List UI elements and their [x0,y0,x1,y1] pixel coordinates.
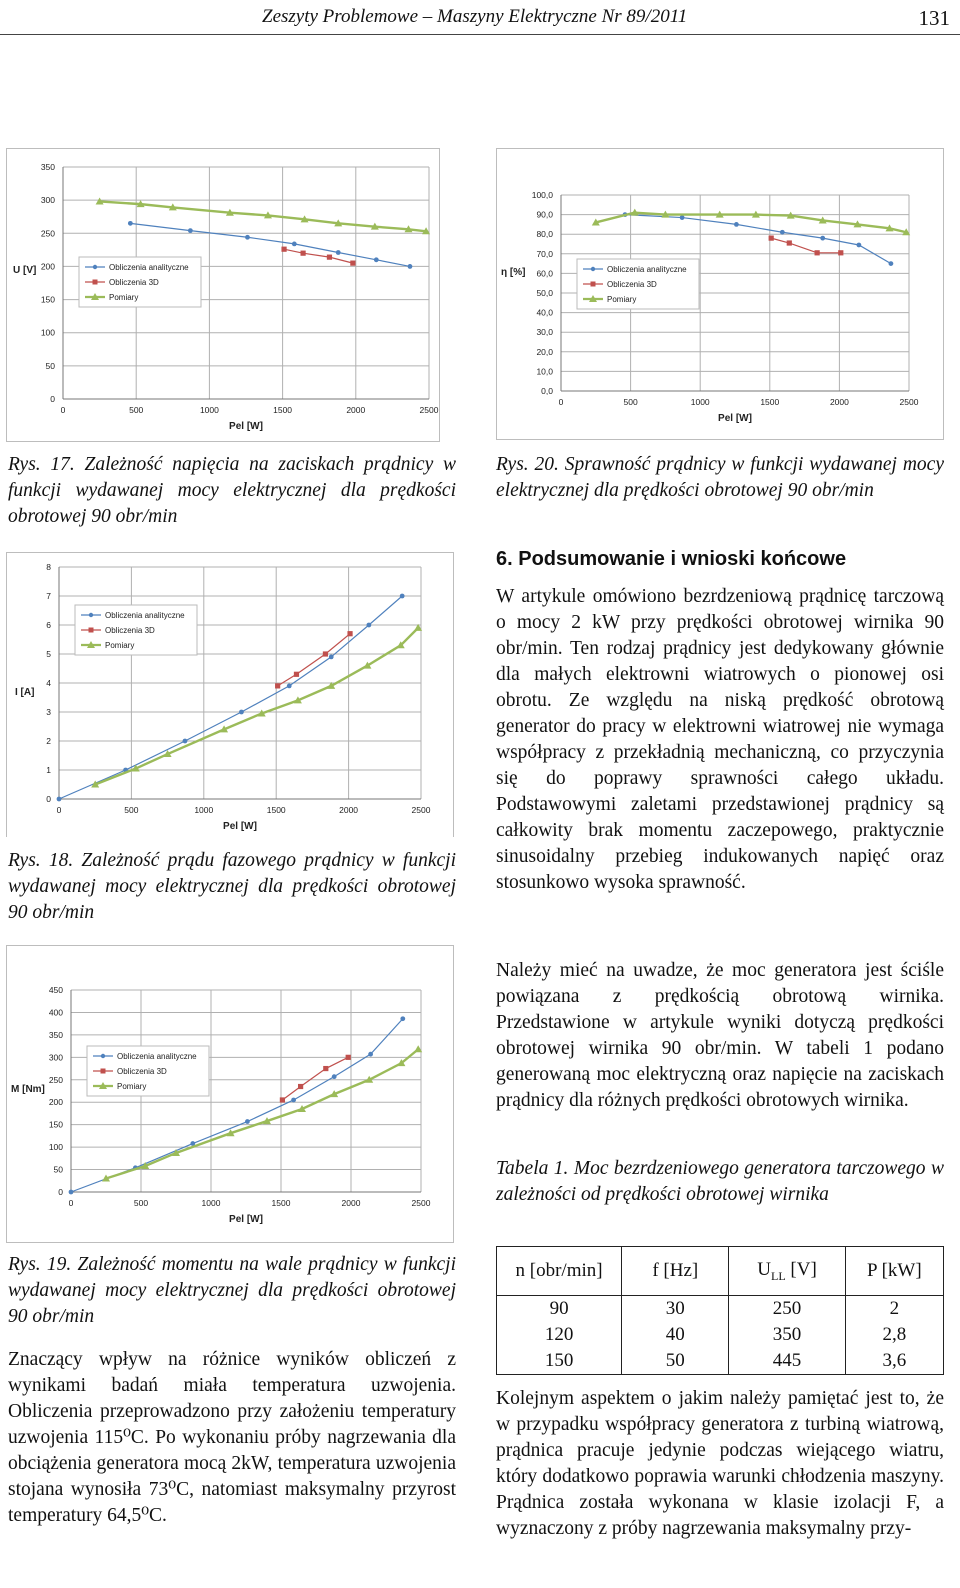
y-tick-label: 200 [48,1097,63,1108]
y-axis-label: I [A] [15,687,35,698]
fig19-svg [7,946,453,1242]
data-point [856,243,861,248]
data-point [57,797,62,802]
y-tick-label: 90,0 [536,209,553,220]
y-tick-label: 60,0 [536,268,553,279]
y-tick-label: 1 [46,765,51,775]
table-header-cell: n [obr/min] [497,1247,622,1296]
y-tick-label: 7 [46,591,51,601]
data-point [368,1052,373,1057]
table-header-cell: P [kW] [845,1247,943,1296]
x-tick-label: 500 [124,805,139,815]
y-tick-label: 250 [48,1074,63,1085]
data-point [245,1119,250,1124]
table-cell: 3,6 [845,1348,943,1375]
y-axis-label: M [Nm] [11,1084,45,1095]
data-point [408,264,413,269]
legend-label: Pomiary [105,641,135,650]
series-line [625,215,891,264]
series-line [71,1019,403,1192]
y-tick-label: 5 [46,649,51,659]
x-axis-label: Pel [W] [223,821,257,832]
legend-label: Obliczenia 3D [109,278,159,287]
table-cell: 250 [729,1296,845,1323]
data-point [350,261,355,266]
y-tick-label: 80,0 [536,229,553,240]
x-tick-label: 1500 [760,397,780,407]
data-point [298,1084,303,1089]
y-axis-label: η [%] [501,267,526,278]
y-tick-label: 8 [46,562,51,572]
data-point [327,255,332,260]
legend-marker [89,628,94,633]
page-header [0,4,960,30]
x-axis-label: Pel [W] [229,421,263,432]
table-1-caption: Tabela 1. Moc bezrdzeniowego generatora tarczowego w zależności od prędkości obrotowej wirnika [496,1158,944,1205]
legend-marker [591,267,595,271]
table-cell: 90 [497,1296,622,1323]
y-tick-label: 400 [48,1007,63,1018]
x-tick-label: 500 [623,397,638,407]
x-tick-label: 0 [60,405,66,415]
table-1 [496,1246,944,1375]
data-point [734,222,739,227]
legend-label: Pomiary [109,293,139,302]
section-title: 6. Podsumowanie i wnioski końcowe [496,548,847,570]
u-unit: [V] [785,1258,817,1280]
legend-label: Obliczenia analityczne [109,263,189,272]
figure-19-caption: Rys. 19. Zależność momentu na wale prądnicy w funkcji wydawanej mocy elektrycznej dla prędkości obrotowej 90 obr/min [8,1254,456,1327]
legend-label: Obliczenia 3D [117,1067,167,1076]
u-symbol: U [757,1258,771,1280]
left-paragraph: Znaczący wpływ na różnice wyników obliczeń z wynikami badań miała temperatura uzwojenia. Obliczenia przeprowadzono przy założeniu temperatury uzwojenia 115⁰C. Po wykonaniu próby nagrzewania dla obciążenia generatora mocą 2kW, temperatura uzwojenia stojana wynosiła 73⁰C, natomiast maksymalny przyrost temperatury 64,5⁰C. [8,1349,456,1526]
data-point [400,594,405,599]
data-point [780,230,785,235]
x-tick-label: 2500 [419,405,439,415]
data-point [346,1055,351,1060]
data-point [329,655,334,660]
table-cell: 150 [497,1348,622,1375]
y-tick-label: 10,0 [536,366,553,377]
series-line [278,634,350,686]
x-tick-label: 1000 [199,405,219,415]
legend-marker [101,1069,106,1074]
table-header-row [497,1247,944,1296]
legend-label: Pomiary [607,295,637,304]
data-point [323,651,328,656]
y-tick-label: 40,0 [536,307,553,318]
figure-18-caption: Rys. 18. Zależność prądu fazowego prądnicy w funkcji wydawanej mocy elektrycznej dla prędkości obrotowej 90 obr/min [8,850,456,923]
y-tick-label: 3 [46,707,51,717]
data-point [889,261,894,266]
table-row [497,1296,944,1323]
data-point [300,251,305,256]
table-cell: 2,8 [845,1322,943,1348]
x-axis-label: Pel [W] [718,413,752,424]
data-point [787,240,792,245]
x-tick-label: 0 [558,397,564,407]
x-tick-label: 1500 [266,805,286,815]
data-point [291,1098,296,1103]
legend-marker [89,613,93,617]
x-tick-label: 1000 [194,805,214,815]
x-axis-label: Pel [W] [229,1214,263,1225]
x-tick-label: 2000 [341,1198,361,1208]
data-point [245,235,250,240]
y-tick-label: 200 [40,261,55,272]
data-point [820,236,825,241]
data-point [366,623,371,628]
data-point [280,1097,285,1102]
legend-marker [93,265,97,269]
x-tick-label: 0 [68,1198,74,1208]
y-axis-label: U [V] [13,265,37,276]
legend-label: Pomiary [117,1082,147,1091]
y-tick-label: 0,0 [541,386,553,396]
y-tick-label: 300 [40,195,55,206]
data-point [292,241,297,246]
figure-20-chart [496,148,944,440]
x-tick-label: 2000 [346,405,366,415]
y-tick-label: 150 [48,1119,63,1130]
data-point [374,257,379,262]
fig17-svg [7,149,439,441]
x-tick-label: 0 [56,805,62,815]
data-point [680,215,685,220]
x-tick-label: 1500 [273,405,293,415]
data-point [69,1190,74,1195]
x-tick-label: 500 [133,1198,149,1208]
series-line [771,238,841,253]
data-point [128,221,133,226]
data-point [294,672,299,677]
data-point [287,684,292,689]
table-cell: 30 [622,1296,729,1323]
y-tick-label: 350 [48,1029,63,1040]
figure-18-chart [6,552,454,837]
y-tick-label: 2 [46,736,51,746]
data-point [323,1066,328,1071]
x-tick-label: 500 [129,405,144,415]
legend-label: Obliczenia 3D [105,626,155,635]
table-cell: 350 [729,1322,845,1348]
table-row [497,1322,944,1348]
legend-label: Obliczenia analityczne [607,265,687,274]
y-tick-label: 450 [48,985,63,995]
y-tick-label: 350 [40,162,55,172]
x-tick-label: 1500 [271,1198,291,1208]
table-header-cell [729,1247,845,1296]
x-tick-label: 1000 [690,397,710,407]
y-tick-label: 50 [53,1164,63,1175]
table-cell: 120 [497,1322,622,1348]
x-tick-label: 1000 [201,1198,221,1208]
figure-17-caption: Rys. 17. Zależność napięcia na zaciskach prądnicy w funkcji wydawanej mocy elektrycznej dla prędkości obrotowej 90 obr/min [8,454,456,527]
data-point [769,236,774,241]
data-point [336,250,341,255]
y-tick-label: 300 [48,1052,63,1063]
right-paragraph-3: Kolejnym aspektem o jakim należy pamiętać jest to, że w przypadku współpracy generatora z turbiną wiatrową, prądnica pracuje jedynie podczas wiejącego wiatru, który dodatkowo poprawia warunki chłodzenia maszyny. Prądnica została wykonana w klasie izolacji F, a wyznaczony z próby nagrzewania maksymalny przy- [496,1388,944,1539]
figure-19-chart [6,945,454,1243]
page-number: 131 [918,6,950,30]
legend-label: Obliczenia analityczne [117,1052,197,1061]
right-paragraph-1: W artykule omówiono bezrdzeniową prądnicę tarczową o mocy 2 kW przy prędkości obrotowej wirnika 90 obr/min. Ten rodzaj prądnicy jest dedykowany głównie dla małych elektrowni wiatrowych o pionowej osi obrotu. Ze względu na niską prędkość obrotową generator do pracy w elektrowni wiatrowej nie wymaga współpracy z przekładnią mechaniczną, co przyczynia się do poprawy sprawności całego układu. Podstawowymi zaletami przedstawionej prądnicy są całkowity brak momentu zaczepowego, praktycznie sinusoidalny przebieg indukowanych napięć oraz stosunkowo wysoka sprawność. [496,586,944,893]
table-cell: 50 [622,1348,729,1375]
data-point [188,228,193,233]
figure-20-caption: Rys. 20. Sprawność prądnicy w funkcji wydawanej mocy elektrycznej dla prędkości obrotowej 90 obr/min [496,454,944,501]
u-subscript: LL [770,1268,786,1283]
x-tick-label: 2500 [411,805,431,815]
data-point [275,683,280,688]
y-tick-label: 150 [40,294,55,305]
y-tick-label: 100,0 [531,190,553,200]
data-point [239,710,244,715]
y-tick-label: 100 [40,327,55,338]
data-point [332,1074,337,1079]
data-point [815,250,820,255]
legend-marker [591,282,596,287]
y-tick-label: 0 [46,794,51,804]
x-tick-label: 2000 [829,397,849,407]
legend-label: Obliczenia 3D [607,280,657,289]
y-tick-label: 100 [48,1142,63,1153]
y-tick-label: 50 [45,360,55,371]
y-tick-label: 4 [46,678,51,688]
right-paragraph-2: Należy mieć na uwadze, że moc generatora jest ściśle powiązana z prędkością obrotową wirnika. Przedstawione w artykule wyniki dotyczą prędkości obrotowej wirnika 90 obr/min. W tabeli 1 podano generowaną moc elektryczną oraz napięcie na zaciskach prądnicy dla różnych prędkości obrotowych wirnika. [496,960,944,1111]
figure-17-chart [6,148,440,442]
legend-label: Obliczenia analityczne [105,611,185,620]
table-header-cell: f [Hz] [622,1247,729,1296]
data-point [183,739,188,744]
y-tick-label: 6 [46,620,51,630]
table-row [497,1348,944,1375]
data-point [838,250,843,255]
data-point [281,247,286,252]
table-cell: 445 [729,1348,845,1375]
fig18-svg [7,553,453,837]
legend-marker [93,280,98,285]
data-point [400,1016,405,1021]
journal-title: Zeszyty Problemowe – Maszyny Elektryczne Nr 89/2011 [262,6,688,27]
y-tick-label: 50,0 [536,288,553,298]
header-rule [0,34,960,35]
y-tick-label: 0 [58,1187,63,1197]
table-cell: 40 [622,1322,729,1348]
y-tick-label: 0 [50,394,55,404]
x-tick-label: 2500 [411,1198,431,1208]
fig20-svg [497,149,943,439]
y-tick-label: 30,0 [536,327,553,338]
series-line [284,249,353,263]
y-tick-label: 250 [40,228,55,239]
x-tick-label: 2000 [339,805,359,815]
data-point [347,631,352,636]
legend-marker [101,1054,105,1058]
y-tick-label: 70,0 [536,248,553,259]
table-cell: 2 [845,1296,943,1323]
y-tick-label: 20,0 [536,346,553,357]
x-tick-label: 2500 [899,397,919,407]
